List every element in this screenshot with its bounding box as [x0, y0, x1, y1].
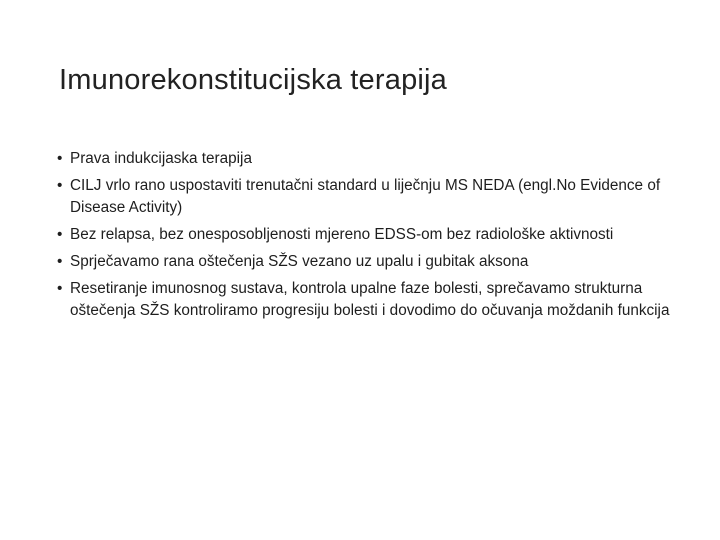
bullet-text: Sprječavamo rana oštečenja SŽS vezano uz upalu i gubitak aksona: [70, 253, 529, 270]
bullet-item: [57, 251, 677, 273]
bullet-text: Resetiranje imunosnog sustava, kontrola upalne faze bolesti, sprečavamo strukturna oštečenja SŽS kontroliramo progresiju bolesti i dovodimo do očuvanja moždanih funkcija: [70, 280, 670, 319]
bullet-item: [57, 224, 677, 246]
bullet-icon: •: [57, 177, 63, 194]
slide-title: Imunorekonstitucijska terapija: [59, 64, 448, 96]
bullet-text: Bez relapsa, bez onesposobljenosti mjereno EDSS-om bez radiološke aktivnosti: [70, 226, 614, 243]
bullet-list: [57, 148, 677, 327]
bullet-item: [57, 148, 677, 170]
bullet-text: CILJ vrlo rano uspostaviti trenutačni standard u liječnju MS NEDA (engl.No Evidence of Disease Activity): [70, 177, 661, 216]
bullet-text: Prava indukcijaska terapija: [70, 150, 252, 167]
bullet-icon: •: [57, 280, 63, 297]
bullet-item: [57, 278, 677, 322]
bullet-icon: •: [57, 226, 63, 243]
bullet-icon: •: [57, 253, 63, 270]
bullet-item: [57, 175, 677, 219]
bullet-icon: •: [57, 150, 63, 167]
